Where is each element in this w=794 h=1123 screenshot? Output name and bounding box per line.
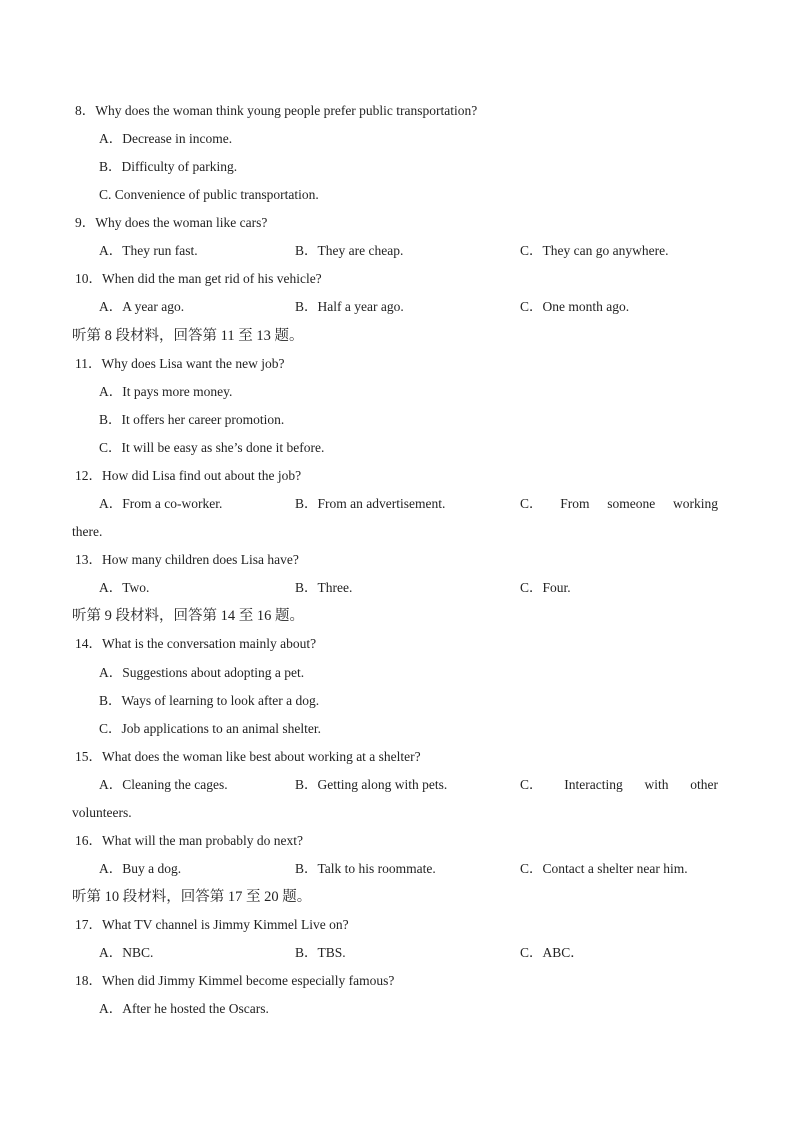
option-b — [0, 410, 794, 430]
option-b — [0, 157, 794, 177]
section-heading — [0, 326, 794, 346]
option-a — [0, 999, 794, 1019]
option-text: A．After he hosted the Oscars. — [99, 1001, 269, 1016]
option-b: B．Half a year ago. — [295, 299, 404, 314]
option-text: B．Difficulty of parking. — [99, 159, 238, 174]
option-text: C．Job applications to an animal shelter. — [99, 721, 321, 736]
question-11 — [0, 354, 794, 374]
question-16 — [0, 831, 794, 851]
option-c — [520, 494, 718, 514]
section-heading — [0, 887, 794, 907]
option-c-continuation — [0, 803, 794, 823]
question-stem: 16．What will the man probably do next? — [75, 833, 303, 848]
option-c: C．ABC． — [520, 945, 584, 960]
option-a: A．A year ago. — [99, 299, 185, 314]
options-row — [0, 578, 794, 598]
question-12 — [0, 466, 794, 486]
option-c-word: From — [560, 496, 590, 511]
section-heading-text: 听第 10 段材料，回答第 17 至 20 题。 — [72, 889, 312, 905]
option-b: B．Three. — [295, 580, 353, 595]
question-stem: 15．What does the woman like best about working at a shelter? — [75, 749, 421, 764]
option-b — [0, 691, 794, 711]
section-heading-text: 听第 8 段材料，回答第 11 至 13 题。 — [72, 328, 304, 344]
option-text: A．Decrease in income. — [99, 131, 233, 146]
option-a: A．NBC. — [99, 945, 154, 960]
question-10 — [0, 269, 794, 289]
section-heading-text: 听第 9 段材料，回答第 14 至 16 题。 — [72, 608, 304, 624]
question-stem: 10．When did the man get rid of his vehicle? — [75, 271, 322, 286]
question-stem: 13．How many children does Lisa have? — [75, 552, 299, 567]
question-stem: 14．What is the conversation mainly about? — [75, 636, 317, 651]
option-c: C．Contact a shelter near him. — [520, 861, 688, 876]
option-c — [520, 775, 718, 795]
option-c-word: Interacting — [564, 777, 623, 792]
options-row — [0, 494, 794, 514]
option-c: C．One month ago. — [520, 299, 630, 314]
option-text: C. Convenience of public transportation. — [99, 187, 319, 202]
options-row — [0, 775, 794, 795]
option-a: A．They run fast. — [99, 243, 198, 258]
question-14 — [0, 634, 794, 654]
option-c-word: C． — [520, 777, 543, 792]
question-stem: 9．Why does the woman like cars? — [75, 215, 268, 230]
question-18 — [0, 971, 794, 991]
option-text: C．It will be easy as she’s done it before. — [99, 440, 325, 455]
question-stem: 17．What TV channel is Jimmy Kimmel Live on? — [75, 917, 349, 932]
question-stem: 12．How did Lisa find out about the job? — [75, 468, 302, 483]
option-c: C．Four. — [520, 580, 571, 595]
option-a: A．Two. — [99, 580, 150, 595]
option-c-word: other — [690, 777, 718, 792]
option-c — [0, 438, 794, 458]
option-a: A．Cleaning the cages. — [99, 777, 228, 792]
option-a: A．From a co-worker. — [99, 496, 223, 511]
option-text: A．It pays more money. — [99, 384, 233, 399]
option-b: B．From an advertisement. — [295, 496, 446, 511]
question-9 — [0, 213, 794, 233]
option-c-word: someone — [607, 496, 656, 511]
option-a — [0, 663, 794, 683]
option-c-word: C． — [520, 496, 543, 511]
option-c-word: with — [644, 777, 669, 792]
section-heading — [0, 606, 794, 626]
question-8 — [0, 101, 794, 121]
question-17 — [0, 915, 794, 935]
option-c — [0, 719, 794, 739]
question-stem: 8．Why does the woman think young people prefer public transportation? — [75, 103, 478, 118]
option-a: A．Buy a dog. — [99, 861, 182, 876]
options-row — [0, 241, 794, 261]
option-b: B．Getting along with pets. — [295, 777, 448, 792]
question-stem: 18．When did Jimmy Kimmel become especially famous? — [75, 973, 395, 988]
option-c: C．They can go anywhere. — [520, 243, 669, 258]
option-c-word: working — [672, 496, 718, 511]
option-c-continuation — [0, 522, 794, 542]
option-b: B．TBS. — [295, 945, 346, 960]
option-text: volunteers. — [72, 805, 132, 820]
option-text: there. — [72, 524, 103, 539]
options-row — [0, 859, 794, 879]
option-c — [0, 185, 794, 205]
question-15 — [0, 747, 794, 767]
options-row — [0, 943, 794, 963]
option-text: B．Ways of learning to look after a dog. — [99, 693, 320, 708]
option-a — [0, 129, 794, 149]
question-13 — [0, 550, 794, 570]
option-b: B．Talk to his roommate. — [295, 861, 436, 876]
option-a — [0, 382, 794, 402]
option-text: A．Suggestions about adopting a pet. — [99, 665, 305, 680]
options-row — [0, 297, 794, 317]
question-stem: 11．Why does Lisa want the new job? — [75, 356, 285, 371]
option-text: B．It offers her career promotion. — [99, 412, 285, 427]
option-b: B．They are cheap. — [295, 243, 404, 258]
